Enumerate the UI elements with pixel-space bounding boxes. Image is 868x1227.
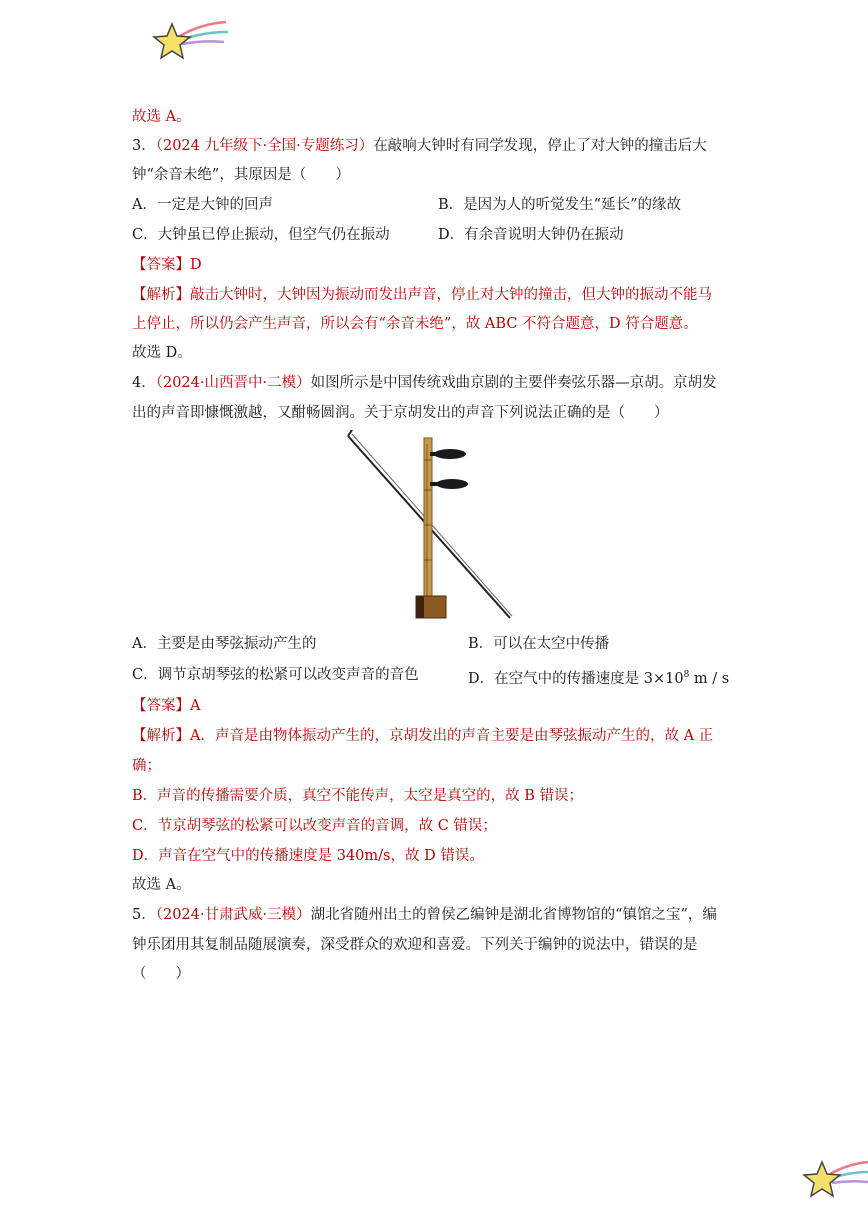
- q3-analysis-line2: 上停止，所以仍会产生声音，所以会有“余音未绝”，故 ABC 不符合题意，D 符合题意。: [132, 316, 698, 332]
- q3-stem-a: 在敲响大钟时有同学发现，停止了对大钟的撞击后大: [373, 138, 707, 154]
- q5-number: 5．: [132, 907, 156, 923]
- q5-stem-line3: （ ）: [132, 966, 190, 982]
- shooting-star-icon-bottom: [800, 1156, 868, 1204]
- q5-stem-a: 湖北省随州出土的曾侯乙编钟是湖北省博物馆的“镇馆之宝”，编: [310, 907, 717, 923]
- q5-stem-line2: 钟乐团用其复制品随展演奏，深受群众的欢迎和喜爱。下列关于编钟的说法中，错误的是: [132, 937, 698, 953]
- q3-option-a: A．一定是大钟的回声: [132, 197, 273, 213]
- q4-option-c: C．调节京胡琴弦的松紧可以改变声音的音色: [132, 667, 419, 683]
- q3-source: （2024 九年级下·全国·专题练习）: [155, 138, 374, 154]
- q5-stem-line1: [132, 905, 717, 925]
- q4-analysis-line3: B．声音的传播需要介质，真空不能传声，太空是真空的，故 B 错误；: [132, 788, 584, 804]
- q4-analysis-line2: 确；: [132, 758, 161, 774]
- q3-answer: 【答案】D: [132, 257, 202, 273]
- q4-stem-line1: [132, 373, 717, 393]
- q5-source: （2024·甘肃武威·三模）: [155, 907, 311, 923]
- q4-analysis-line5: D．声音在空气中的传播速度是 340m/s，故 D 错误。: [132, 848, 484, 864]
- q4-analysis-line1: 【解析】A．声音是由物体振动产生的，京胡发出的声音主要是由琴弦振动产生的，故 A 正: [132, 728, 714, 744]
- q4-option-d-text: D．在空气中的传播速度是 3×10: [468, 670, 684, 687]
- q4-analysis-line4: C．节京胡琴弦的松紧可以改变声音的音调，故 C 错误；: [132, 818, 497, 834]
- jinghu-instrument-illustration: [340, 430, 520, 626]
- q4-source: （2024·山西晋中·二模）: [155, 375, 311, 391]
- q4-option-d: [468, 665, 729, 689]
- q3-stem-line1: [132, 136, 707, 156]
- shooting-star-icon: [150, 18, 230, 66]
- q4-option-d-exponent: 8: [683, 670, 690, 680]
- q4-option-d-unit: m / s: [689, 670, 730, 687]
- q4-stem-line2: 出的声音即慷慨激越，又酣畅圆润。关于京胡发出的声音下列说法正确的是（ ）: [132, 405, 669, 421]
- q3-option-c: C．大钟虽已停止振动，但空气仍在振动: [132, 227, 390, 243]
- q3-stem-line2: 钟“余音未绝”，其原因是（ ）: [132, 167, 350, 183]
- q3-option-b: B．是因为人的听觉发生“延长”的缘故: [438, 197, 681, 213]
- q4-answer: 【答案】A: [132, 698, 201, 714]
- q3-number: 3．: [132, 138, 156, 154]
- q3-option-d: D．有余音说明大钟仍在振动: [438, 227, 624, 243]
- q3-analysis-line1: 【解析】敲击大钟时，大钟因为振动而发出声音，停止对大钟的撞击，但大钟的振动不能马: [132, 287, 712, 303]
- q3-conclusion: 故选 D。: [132, 345, 192, 361]
- q4-stem-a: 如图所示是中国传统戏曲京剧的主要伴奏弦乐器—京胡。京胡发: [310, 375, 717, 391]
- q4-option-a: A．主要是由琴弦振动产生的: [132, 636, 317, 652]
- q4-option-b: B．可以在太空中传播: [468, 636, 610, 652]
- q4-number: 4．: [132, 375, 156, 391]
- q2-conclusion: 故选 A。: [132, 109, 191, 125]
- q4-conclusion: 故选 A。: [132, 877, 191, 893]
